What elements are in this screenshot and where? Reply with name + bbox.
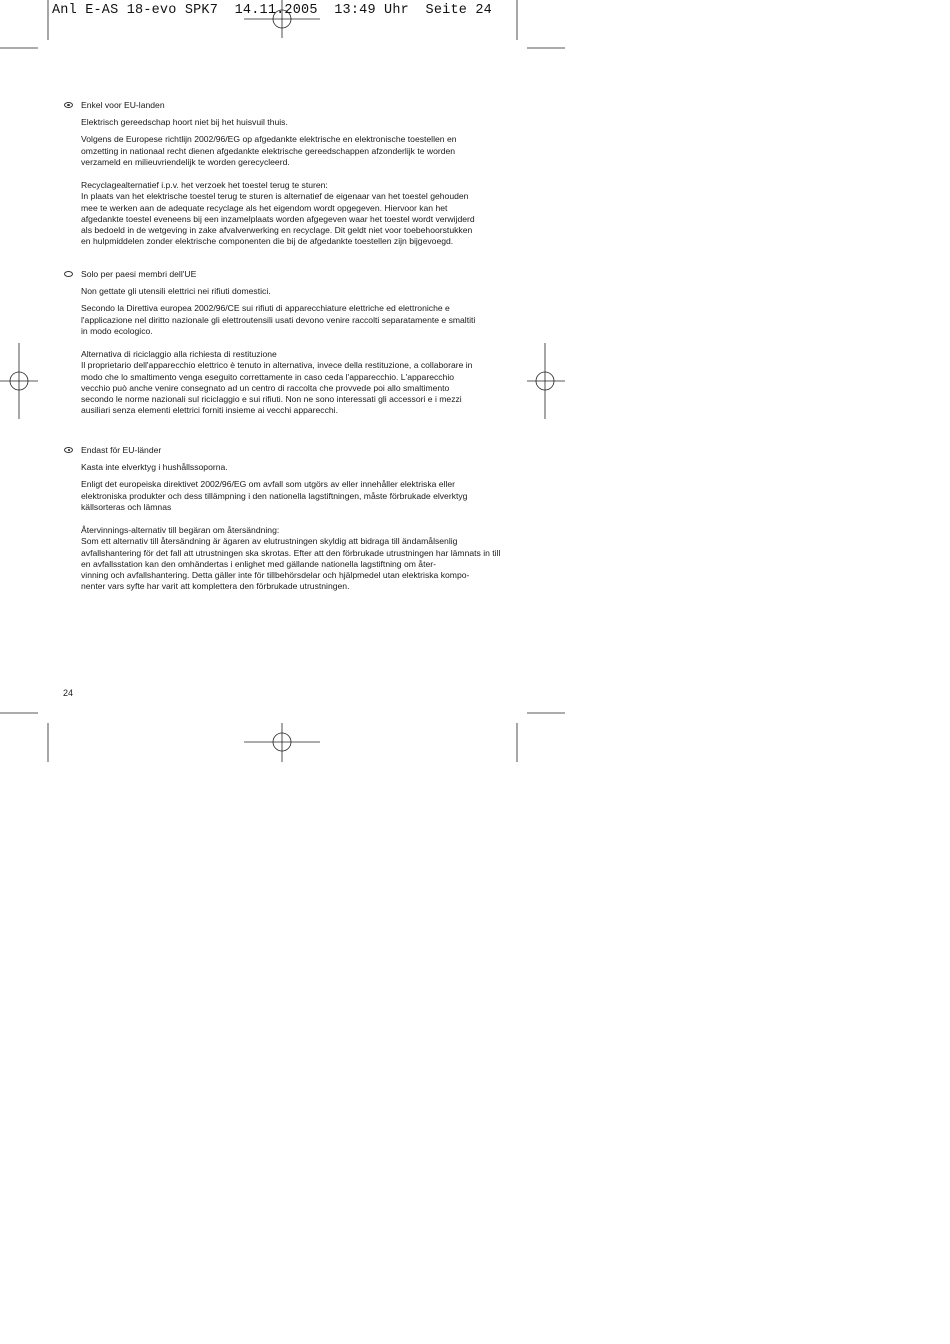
paragraph: Kasta inte elverktyg i hushållssoporna. [81, 462, 228, 473]
paragraph: Elektrisch gereedschap hoort niet bij het huisvuil thuis. [81, 117, 288, 128]
section-italian [63, 269, 503, 422]
paragraph: Volgens de Europese richtlijn 2002/96/EG op afgedankte elektrische en elektronische toestellen en omzetting in nationaal recht dienen afgedankte elektrische gereedschappen afzonderlijk te worden verzameld en milieuvriendelijk te worden gerecycleerd. [81, 134, 457, 167]
paragraph: Secondo la Direttiva europea 2002/96/CE sui rifiuti di apparecchiature elettriche ed elettroniche e l'applicazione nel diritto nazionale gli elettroutensili usati devono venire raccolti separatamente e smaltiti in modo ecologico. [81, 303, 476, 336]
paragraph: Recyclagealternatief i.p.v. het verzoek het toestel terug te sturen: In plaats van het elektrische toestel terug te sturen is alternatief de eigenaar van het toestel gehouden mee te werken aan de adequate recyclage als het eigendom wordt opgegeven. Hiervoor kan het afgedankte toestel eveneens bij een inzamelplaats worden afgegeven waar het toestel wordt verwijderd als bedoeld in de wetgeving in zake afvalverwerking en recyclage. Dit geldt niet voor toebehoorstukken en hulpmiddelen zonder elektrische componenten die bij de afgedankte toestellen zijn bijgevoegd. [81, 180, 475, 247]
section-title: Solo per paesi membri dell'UE [81, 269, 197, 279]
print-header: Anl E-AS 18-evo SPK7 14.11.2005 13:49 Uhr Seite 24 [52, 3, 492, 18]
section-title: Enkel voor EU-landen [81, 100, 165, 110]
nl-flag-icon [64, 102, 73, 108]
se-flag-icon [64, 447, 73, 453]
paragraph: Non gettate gli utensili elettrici nei rifiuti domestici. [81, 286, 271, 297]
section-heading [63, 100, 503, 111]
it-flag-icon [64, 271, 73, 277]
section-dutch [63, 100, 503, 253]
section-heading [63, 445, 503, 456]
paragraph: Alternativa di riciclaggio alla richiesta di restituzione Il proprietario dell'apparecchio elettrico è tenuto in alternativa, invece della restituzione, a collaborare in modo che lo smaltimento venga eseguito correttamente in caso ceda l'apparecchio. L'apparecchio vecchio può anche venire consegnato ad un centro di raccolta che provvede poi allo smaltimento secondo le norme nazionali sul riciclaggio e sui rifiuti. Non ne sono interessati gli accessori e i mezzi ausiliari senza elementi elettrici forniti insieme ai vecchi apparecchi. [81, 349, 473, 416]
paragraph: Återvinnings-alternativ till begäran om återsändning: Som ett alternativ till återsändning är ägaren av elutrustningen skyldig att bidraga till ändamålsenlig avfallshantering för det fall att utrustningen ska skrotas. Efter att den förbrukade utrustningen har lämnats in till en avfallsstation kan den omhändertas i enlighet med gällande nationella lagstiftning om åter- vinning och avfallshantering. Detta gäller inte för tillbehörsdelar och hjälpmedel utan elektriska kompo- nenter vars syfte har varit att komplettera den förbrukade utrustningen. [81, 525, 501, 592]
paragraph: Enligt det europeiska direktivet 2002/96/EG om avfall som utgörs av eller innehåller elektriska eller elektroniska produkter och dess tillämpning i den nationella lagstiftningen, måste förbrukade elverktyg källsorteras och lämnas [81, 479, 468, 512]
section-title: Endast för EU-länder [81, 445, 162, 455]
section-swedish [63, 445, 503, 598]
section-heading [63, 269, 503, 280]
page-number: 24 [63, 688, 74, 698]
